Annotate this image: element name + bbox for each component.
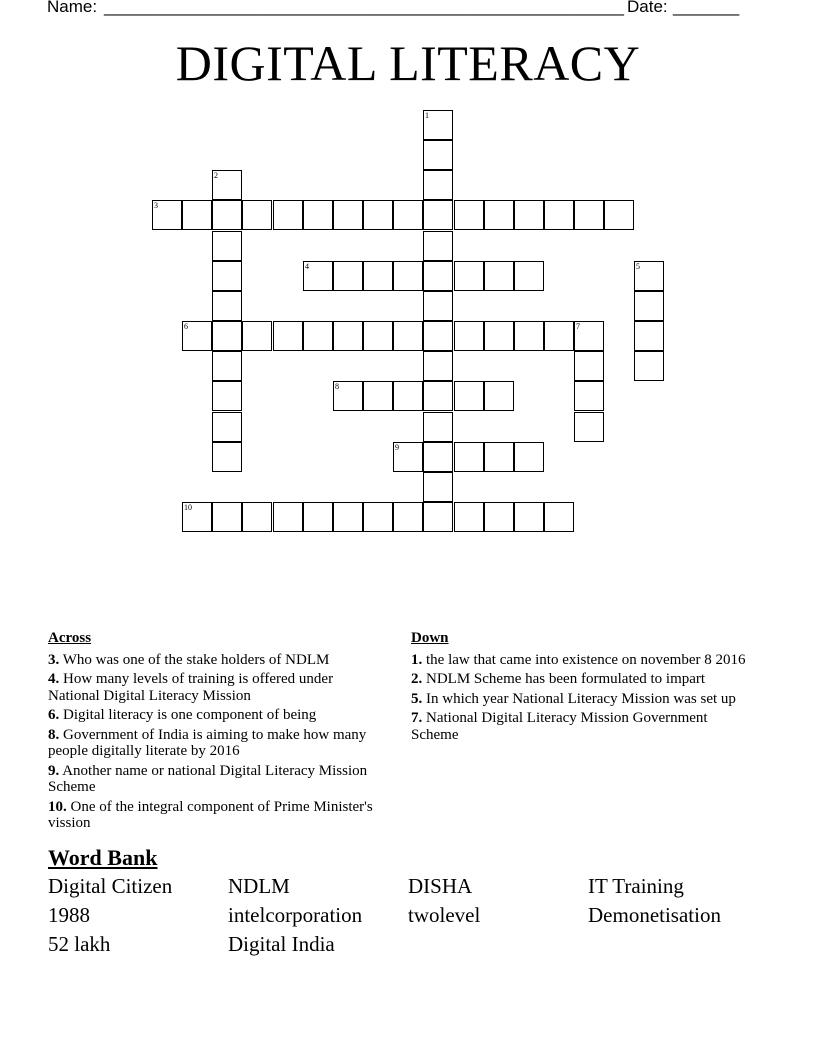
crossword-cell[interactable] — [454, 442, 484, 472]
cell-number: 3 — [154, 201, 158, 210]
crossword-cell[interactable] — [484, 261, 514, 291]
cell-number: 8 — [335, 382, 339, 391]
crossword-cell[interactable] — [333, 261, 363, 291]
crossword-cell[interactable] — [212, 231, 242, 261]
crossword-cell[interactable] — [484, 502, 514, 532]
cell-number: 2 — [214, 171, 218, 180]
crossword-cell[interactable] — [242, 502, 272, 532]
clue-down-2 — [411, 671, 751, 688]
crossword-cell[interactable] — [423, 472, 453, 502]
clue-number: 4. — [48, 671, 60, 687]
crossword-cell[interactable] — [303, 502, 333, 532]
clue-number: 5. — [411, 690, 423, 707]
clue-across-10 — [48, 799, 388, 832]
crossword-cell[interactable] — [363, 200, 393, 230]
crossword-cell[interactable] — [393, 442, 423, 472]
crossword-cell[interactable] — [634, 321, 664, 351]
crossword-cell[interactable] — [454, 381, 484, 411]
crossword-cell[interactable] — [182, 321, 212, 351]
crossword-cell[interactable] — [574, 381, 604, 411]
down-heading: Down — [411, 630, 449, 646]
crossword-cell[interactable] — [242, 321, 272, 351]
crossword-cell[interactable] — [634, 261, 664, 291]
crossword-cell[interactable] — [212, 321, 242, 351]
clue-text: National Digital Literacy Mission Government Scheme — [411, 710, 708, 743]
word-bank-item: IT Training — [588, 874, 684, 898]
across-clues — [48, 630, 388, 835]
page-title: DIGITAL LITERACY — [175, 35, 641, 91]
clue-across-8 — [48, 727, 388, 760]
word-bank-heading: Word Bank — [48, 845, 158, 870]
crossword-cell[interactable] — [303, 261, 333, 291]
word-bank-item: Digital India — [228, 932, 335, 956]
word-bank-item: NDLM — [228, 874, 290, 898]
down-clues — [411, 630, 751, 746]
clue-across-4 — [48, 671, 388, 704]
word-bank-item: 1988 — [48, 903, 90, 927]
crossword-cell[interactable] — [634, 351, 664, 381]
cell-number: 1 — [425, 111, 429, 120]
crossword-cell[interactable] — [423, 321, 453, 351]
crossword-cell[interactable] — [212, 412, 242, 442]
clue-number: 7. — [411, 710, 423, 726]
cell-number: 4 — [305, 262, 309, 271]
crossword-cell[interactable] — [544, 321, 574, 351]
crossword-cell[interactable] — [423, 351, 453, 381]
across-heading: Across — [48, 630, 92, 646]
crossword-cell[interactable] — [303, 200, 333, 230]
cell-number: 9 — [395, 443, 399, 452]
crossword-cell[interactable] — [484, 200, 514, 230]
crossword-cell[interactable] — [393, 321, 423, 351]
clue-text: Another name or national Digital Literacy Mission Scheme — [48, 762, 368, 795]
crossword-cell[interactable] — [393, 200, 423, 230]
crossword-cell[interactable] — [333, 321, 363, 351]
crossword-cell[interactable] — [212, 291, 242, 321]
clue-text: Government of India is aiming to make how many people digitally literate by 2016 — [48, 726, 367, 759]
crossword-cell[interactable] — [212, 170, 242, 200]
crossword-cell[interactable] — [152, 200, 182, 230]
cell-number: 6 — [184, 322, 188, 331]
clue-number: 9. — [48, 762, 60, 779]
clue-text: One of the integral component of Prime Minister's vission — [48, 798, 373, 831]
crossword-cell[interactable] — [212, 502, 242, 532]
crossword-cell[interactable] — [393, 381, 423, 411]
crossword-cell[interactable] — [333, 200, 363, 230]
crossword-cell[interactable] — [393, 261, 423, 291]
crossword-cell[interactable] — [514, 442, 544, 472]
clue-across-6 — [48, 707, 388, 724]
crossword-cell[interactable] — [454, 200, 484, 230]
word-bank-item: twolevel — [408, 903, 481, 927]
crossword-cell[interactable] — [423, 381, 453, 411]
word-bank-item: Digital Citizen — [48, 874, 173, 898]
clue-number: 1. — [411, 651, 423, 668]
name-field[interactable]: _______________________________________________________ — [104, 0, 625, 16]
crossword-cell[interactable] — [423, 442, 453, 472]
crossword-cell[interactable] — [634, 291, 664, 321]
crossword-cell[interactable] — [363, 321, 393, 351]
crossword-cell[interactable] — [544, 200, 574, 230]
clue-text: the law that came into existence on november 8 2016 — [426, 651, 746, 668]
cell-number: 7 — [576, 322, 580, 331]
word-bank-item: intelcorporation — [228, 903, 363, 927]
crossword-cell[interactable] — [423, 291, 453, 321]
clue-down-1 — [411, 652, 751, 669]
crossword-cell[interactable] — [242, 200, 272, 230]
clue-text: In which year National Literacy Mission was set up — [426, 690, 736, 707]
crossword-cell[interactable] — [423, 200, 453, 230]
crossword-cell[interactable] — [604, 200, 634, 230]
crossword-cell[interactable] — [333, 502, 363, 532]
crossword-cell[interactable] — [363, 381, 393, 411]
crossword-cell[interactable] — [423, 261, 453, 291]
word-bank-item: 52 lakh — [48, 932, 111, 956]
clue-text: NDLM Scheme has been formulated to impart — [426, 671, 706, 687]
crossword-cell[interactable] — [212, 200, 242, 230]
crossword-cell[interactable] — [484, 381, 514, 411]
clue-number: 10. — [48, 798, 67, 815]
date-field[interactable]: _______ — [673, 0, 740, 16]
crossword-cell[interactable] — [273, 502, 303, 532]
crossword-cell[interactable] — [454, 321, 484, 351]
clue-number: 8. — [48, 726, 60, 743]
word-bank-item: DISHA — [408, 874, 473, 898]
crossword-cell[interactable] — [423, 231, 453, 261]
crossword-cell[interactable] — [574, 321, 604, 351]
cell-number: 5 — [636, 262, 640, 271]
crossword-cell[interactable] — [544, 502, 574, 532]
crossword-cell[interactable] — [484, 321, 514, 351]
crossword-cell[interactable] — [423, 412, 453, 442]
crossword-cell[interactable] — [574, 200, 604, 230]
name-label: Name: — [47, 0, 98, 16]
crossword-cell[interactable] — [423, 502, 453, 532]
crossword-cell[interactable] — [303, 321, 333, 351]
clue-across-3 — [48, 652, 388, 669]
crossword-cell[interactable] — [454, 261, 484, 291]
crossword-cell[interactable] — [363, 261, 393, 291]
crossword-cell[interactable] — [212, 351, 242, 381]
word-bank-item: Demonetisation — [588, 903, 721, 927]
crossword-cell[interactable] — [514, 502, 544, 532]
clue-number: 6. — [48, 707, 60, 723]
clue-number: 3. — [48, 651, 60, 668]
date-label: Date: — [627, 0, 668, 16]
crossword-cell[interactable] — [363, 502, 393, 532]
crossword-cell[interactable] — [514, 321, 544, 351]
crossword-cell[interactable] — [212, 261, 242, 291]
crossword-cell[interactable] — [273, 321, 303, 351]
crossword-cell[interactable] — [484, 442, 514, 472]
crossword-cell[interactable] — [514, 261, 544, 291]
crossword-cell[interactable] — [212, 442, 242, 472]
clue-text: Who was one of the stake holders of NDLM — [62, 651, 330, 668]
crossword-cell[interactable] — [393, 502, 423, 532]
crossword-cell[interactable] — [574, 412, 604, 442]
crossword-cell[interactable] — [423, 110, 453, 140]
clue-down-5 — [411, 691, 751, 708]
crossword-cell[interactable] — [454, 502, 484, 532]
clue-across-9 — [48, 763, 388, 796]
clue-down-7 — [411, 710, 751, 743]
crossword-cell[interactable] — [182, 502, 212, 532]
crossword-cell[interactable] — [182, 200, 212, 230]
crossword-cell[interactable] — [212, 381, 242, 411]
crossword-cell[interactable] — [273, 200, 303, 230]
crossword-cell[interactable] — [514, 200, 544, 230]
cell-number: 10 — [184, 503, 192, 512]
crossword-cell[interactable] — [423, 140, 453, 170]
clue-text: How many levels of training is offered under National Digital Literacy Mission — [48, 671, 334, 704]
clue-number: 2. — [411, 671, 423, 687]
crossword-cell[interactable] — [574, 351, 604, 381]
crossword-cell[interactable] — [333, 381, 363, 411]
clue-text: Digital literacy is one component of being — [63, 707, 317, 723]
crossword-cell[interactable] — [423, 170, 453, 200]
